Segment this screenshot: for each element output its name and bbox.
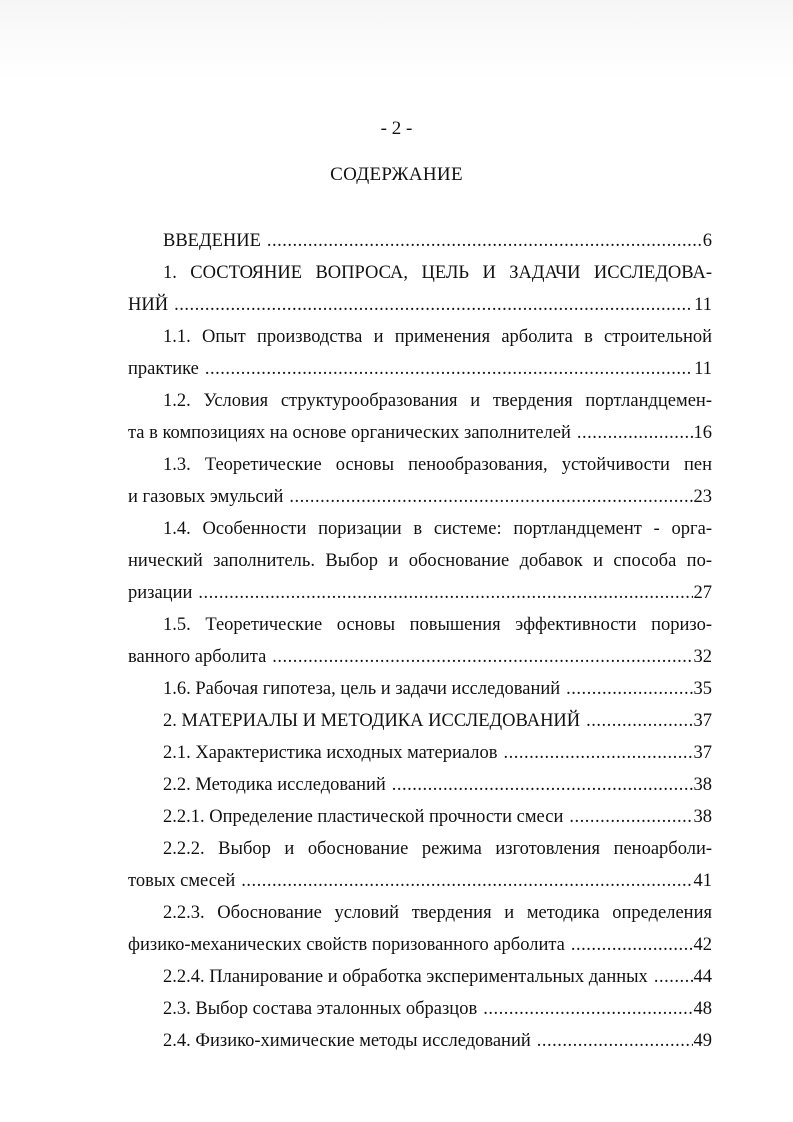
toc-page-number: 23 (693, 487, 712, 507)
toc-dot-leader (241, 865, 692, 897)
toc-entry-text: практике (128, 359, 199, 379)
toc-page-number: 11 (694, 295, 712, 315)
toc-entry[interactable] (128, 1025, 712, 1057)
scan-edge-shading (0, 0, 793, 80)
toc-page-number: 32 (693, 647, 712, 667)
toc-entry[interactable] (128, 737, 712, 769)
toc-entry-text: физико-механических свойств поризованного арболита (128, 935, 565, 955)
toc-dot-leader (289, 481, 692, 513)
toc-entry-last-line (128, 673, 712, 705)
toc-page-number: 6 (702, 231, 712, 251)
toc-dot-leader (272, 641, 692, 673)
toc-entry[interactable] (128, 833, 712, 897)
toc-entry-text: 2. МАТЕРИАЛЫ И МЕТОДИКА ИССЛЕДОВАНИЙ (163, 711, 581, 731)
page-number: - 2 - (380, 118, 413, 139)
toc-entry-text: и газовых эмульсий (128, 487, 284, 507)
toc-page-number: 27 (693, 583, 712, 603)
toc-dot-leader (174, 289, 693, 321)
toc-dot-leader (205, 353, 693, 385)
toc-entry-last-line (128, 641, 712, 673)
toc-dot-leader (503, 737, 692, 769)
toc-entry[interactable] (128, 321, 712, 385)
toc-entry[interactable] (128, 257, 712, 321)
toc-page-number: 16 (693, 423, 712, 443)
toc-entry-last-line (128, 737, 712, 769)
toc-entry-text: 2.4. Физико-химические методы исследований (163, 1031, 531, 1051)
toc-dot-leader (571, 929, 693, 961)
toc-page-number: 44 (693, 967, 712, 987)
toc-page-number: 49 (693, 1031, 712, 1051)
table-of-contents (128, 225, 712, 1057)
toc-entry-last-line (128, 353, 712, 385)
toc-entry-last-line (128, 289, 712, 321)
toc-entry-text: 2.2. Методика исследований (163, 775, 386, 795)
toc-dot-leader (566, 673, 692, 705)
toc-entry-line: 2.2.3. Обоснование условий твердения и методика определения (163, 903, 712, 923)
toc-dot-leader (392, 769, 693, 801)
toc-entry-last-line (128, 481, 712, 513)
toc-dot-leader (198, 577, 692, 609)
toc-page-number: 37 (693, 711, 712, 731)
toc-page-number: 48 (693, 999, 712, 1019)
toc-entry[interactable] (128, 801, 712, 833)
toc-entry-last-line (128, 801, 712, 833)
toc-entry[interactable] (128, 961, 712, 993)
toc-entry-last-line (128, 769, 712, 801)
toc-entry-line: 1. СОСТОЯНИЕ ВОПРОСА, ЦЕЛЬ И ЗАДАЧИ ИССЛЕДОВА- (163, 263, 712, 283)
toc-entry[interactable] (128, 769, 712, 801)
toc-page-number: 35 (693, 679, 712, 699)
toc-entry-last-line (128, 993, 712, 1025)
toc-dot-leader (267, 225, 702, 257)
toc-entry-last-line (128, 417, 712, 449)
toc-entry-text: та в композициях на основе органических заполнителей (128, 423, 571, 443)
toc-entry-text: НИЙ (128, 295, 169, 315)
toc-entry-text: 2.1. Характеристика исходных материалов (163, 743, 498, 763)
toc-page-number: 42 (693, 935, 712, 955)
toc-entry-last-line (128, 929, 712, 961)
toc-entry[interactable] (128, 513, 712, 609)
toc-entry[interactable] (128, 449, 712, 513)
toc-dot-leader (654, 961, 693, 993)
toc-entry-line: 1.2. Условия структурообразования и твердения портландцемен- (163, 391, 712, 411)
toc-entry-last-line (128, 577, 712, 609)
toc-entry-last-line (128, 705, 712, 737)
toc-dot-leader (569, 801, 692, 833)
toc-entry-text: 2.3. Выбор состава эталонных образцов (163, 999, 478, 1019)
toc-entry[interactable] (128, 897, 712, 961)
toc-entry-text: ризации (128, 583, 193, 603)
toc-dot-leader (586, 705, 692, 737)
toc-page-number: 38 (693, 807, 712, 827)
toc-entry-line: 1.5. Теоретические основы повышения эффективности поризо- (163, 615, 712, 635)
toc-entry[interactable] (128, 225, 712, 257)
toc-entry-line: 1.1. Опыт производства и применения арболита в строительной (163, 327, 712, 347)
toc-page-number: 38 (693, 775, 712, 795)
toc-dot-leader (483, 993, 692, 1025)
toc-entry-text: ванного арболита (128, 647, 267, 667)
toc-entry-line: 1.4. Особенности поризации в системе: портландцемент - орга- (163, 519, 712, 539)
toc-entry-text: 2.2.1. Определение пластической прочности смеси (163, 807, 564, 827)
toc-entry-line: нический заполнитель. Выбор и обоснование добавок и способа по- (128, 551, 712, 571)
toc-page-number: 37 (693, 743, 712, 763)
toc-entry[interactable] (128, 673, 712, 705)
toc-entry-last-line (128, 865, 712, 897)
toc-entry[interactable] (128, 993, 712, 1025)
toc-entry[interactable] (128, 385, 712, 449)
toc-entry-line: 2.2.2. Выбор и обоснование режима изготовления пеноарболи- (163, 839, 712, 859)
toc-entry-last-line (128, 961, 712, 993)
toc-entry-text: 1.6. Рабочая гипотеза, цель и задачи исследований (163, 679, 561, 699)
toc-title: СОДЕРЖАНИЕ (330, 164, 463, 185)
toc-page-number: 11 (694, 359, 712, 379)
toc-entry-last-line (128, 1025, 712, 1057)
toc-entry-text: 2.2.4. Планирование и обработка экспериментальных данных (163, 967, 648, 987)
toc-entry-text: товых смесей (128, 871, 236, 891)
toc-page-number: 41 (693, 871, 712, 891)
toc-dot-leader (537, 1025, 693, 1057)
toc-entry-line: 1.3. Теоретические основы пенообразования, устойчивости пен (163, 455, 712, 475)
toc-dot-leader (577, 417, 693, 449)
toc-entry[interactable] (128, 609, 712, 673)
toc-entry[interactable] (128, 705, 712, 737)
toc-entry-text: ВВЕДЕНИЕ (163, 231, 261, 251)
toc-entry-last-line (128, 225, 712, 257)
